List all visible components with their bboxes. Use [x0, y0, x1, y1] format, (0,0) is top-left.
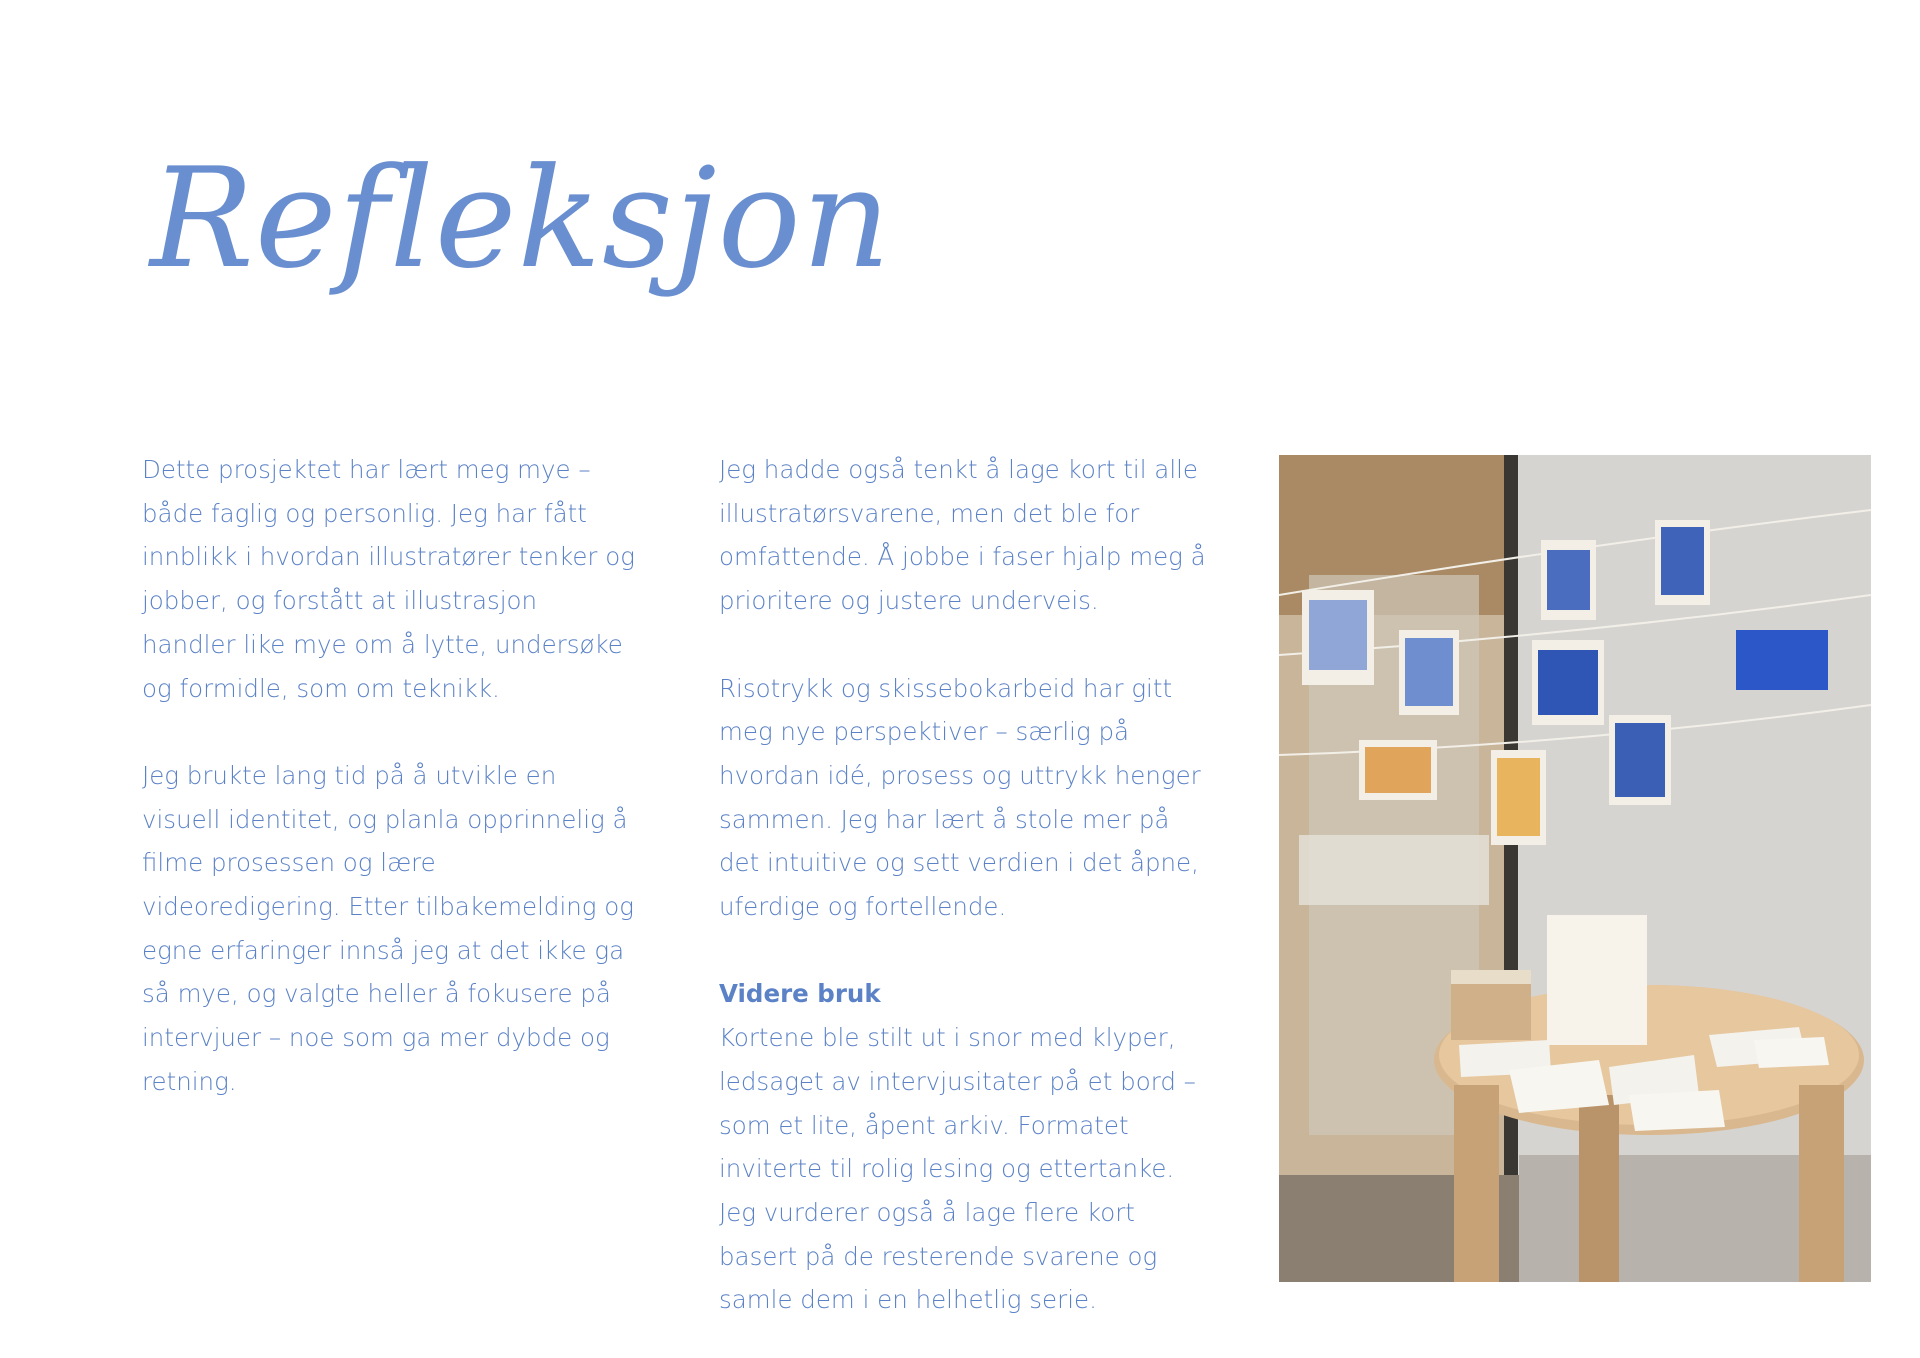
paragraph-text: Kortene ble stilt ut i snor med klyper, ledsaget av intervjusitater på et bord – som et lite, åpent arkiv. Formatet inviterte til rolig lesing og ettertanke. Jeg vurderer også å lage flere kort basert på de resterende svarene og samle dem i en helhetlig serie. [719, 1023, 1196, 1315]
paragraph: Jeg hadde også tenkt å lage kort til alle illustratørsvarene, men det ble for omfattende. Å jobbe i faser hjalp meg å prioritere og justere underveis. [719, 455, 1206, 616]
paragraph: Dette prosjektet har lært meg mye – både faglig og personlig. Jeg har fått innblikk i hvordan illustratører tenker og jobber, og forstått at illustrasjon handler like mye om å lytte, undersøke og formidle, som om teknikk. [142, 455, 635, 703]
paragraph: Risotrykk og skissebokarbeid har gitt meg nye perspektiver – særlig på hvordan idé, prosess og uttrykk henger sammen. Jeg har lært å stole mer på det intuitive og sett verdien i det åpne, uferdige og fortellende. [719, 673, 1201, 922]
page-title: Refleksjon [150, 138, 892, 299]
text-column-1 [142, 448, 637, 1147]
text-column-2 [719, 448, 1214, 1322]
exhibition-photo-illustration [1279, 455, 1871, 1282]
paragraph [719, 972, 1214, 1322]
exhibition-photo [1279, 455, 1871, 1282]
paragraph: Jeg brukte lang tid på å utvikle en visuell identitet, og planla opprinnelig å filme prosessen og lære videoredigering. Etter tilbakemelding og egne erfaringer innså jeg at det ikke ga så mye, og valgte heller å fokusere på intervjuer – noe som ga mer dybde og retning. [142, 760, 634, 1096]
subheading: Videre bruk [719, 979, 881, 1009]
